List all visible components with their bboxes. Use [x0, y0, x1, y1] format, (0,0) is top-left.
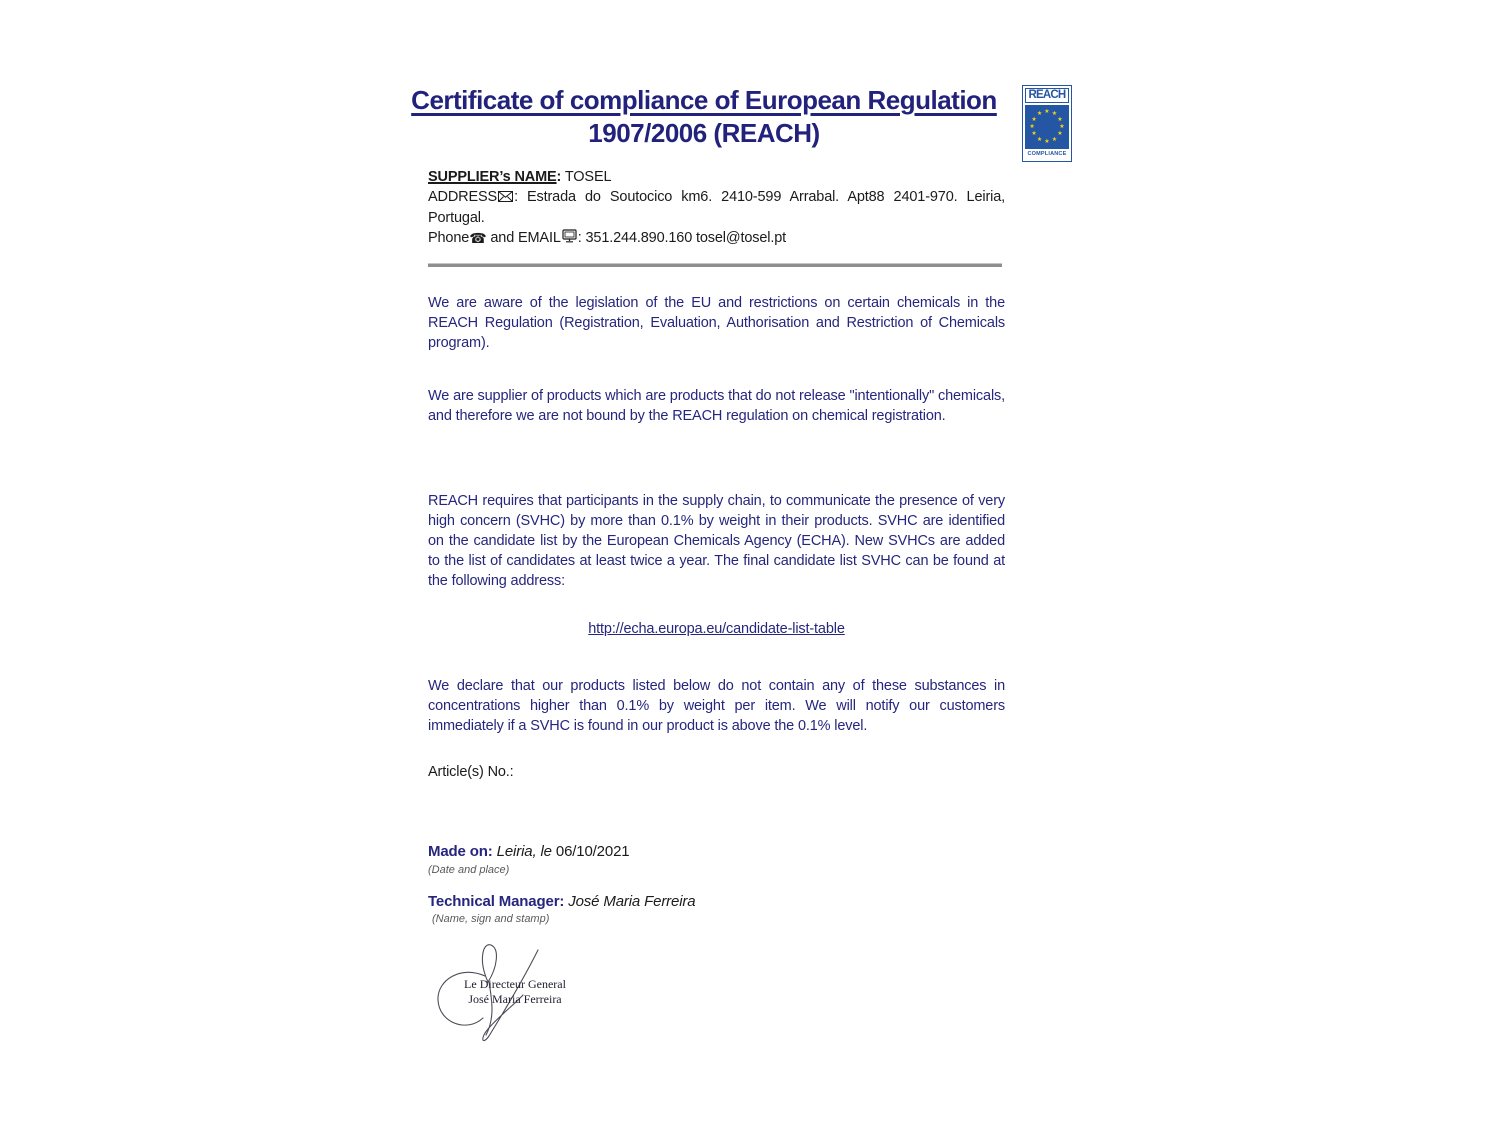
technical-manager-name: José Maria Ferreira: [564, 893, 696, 910]
eu-star-icon: ★: [1031, 130, 1037, 138]
candidate-list-link[interactable]: http://echa.europa.eu/candidate-list-table: [588, 621, 845, 637]
address-label: ADDRESS: [428, 189, 498, 205]
supplier-address-line: [428, 187, 1005, 228]
phone-label: Phone: [428, 230, 470, 246]
stamp-text: [455, 977, 575, 1007]
eu-star-icon: ★: [1029, 123, 1035, 130]
email-conj: and EMAIL: [486, 230, 561, 246]
supplier-contact-line: [428, 228, 1005, 249]
supplier-name-colon: :: [556, 169, 562, 185]
eu-star-icon: ★: [1051, 135, 1058, 143]
phone-icon: ☎: [469, 231, 487, 247]
certificate-title: [411, 84, 997, 150]
supplier-name-line: [428, 167, 1005, 187]
made-on-label: Made on:: [428, 843, 493, 860]
horizontal-divider: [428, 263, 1002, 267]
paragraph-declaration: We declare that our products listed below do not contain any of these substances in concentrations higher than 0.1% by weight per item. We will notify our customers immediately if a SVHC is found in our product is above the 0.1% level.: [428, 678, 1005, 734]
articles-number-label: Article(s) No.:: [428, 764, 514, 780]
technical-manager-line: [428, 893, 695, 910]
computer-icon: [562, 229, 577, 249]
paragraph-supplier-statement: We are supplier of products which are products that do not release "intentionally" chemicals, and therefore we are not bound by the REACH regulation on chemical registration.: [428, 388, 1005, 424]
stamp-name: José Maria Ferreira: [468, 992, 562, 1006]
supplier-name-label: SUPPLIER’s NAME: [428, 169, 557, 185]
eu-star-icon: ★: [1059, 123, 1065, 130]
eu-stars-circle: [1025, 105, 1069, 149]
name-sign-stamp-note: (Name, sign and stamp): [432, 913, 550, 925]
reach-compliance-logo: [1022, 85, 1072, 162]
supplier-name-value: TOSEL: [561, 169, 612, 185]
address-value: : Estrada do Soutocico km6. 2410-599 Arrabal. Apt88 2401-970. Leiria, Portugal.: [428, 189, 1005, 226]
supplier-block: [428, 167, 1005, 249]
stamp-title: Le Directeur General: [464, 977, 566, 991]
title-line-1: Certificate of compliance of European Regulation: [411, 85, 997, 115]
envelope-icon: [498, 188, 513, 208]
made-on-date: 06/10/2021: [555, 843, 630, 860]
eu-star-icon: ★: [1057, 115, 1063, 123]
reach-logo-wordmark: REACH: [1025, 88, 1069, 103]
contact-value: : 351.244.890.160 tosel@tosel.pt: [577, 230, 786, 246]
eu-star-icon: ★: [1057, 130, 1063, 138]
paragraph-svhc-requirements: REACH requires that participants in the supply chain, to communicate the presence of very high concern (SVHC) by more than 0.1% by weight in their products. SVHC are identified on the candidate list by the European Chemicals Agency (ECHA). New SVHCs are added to the list of candidates at least twice a year. The final candidate list SVHC can be found at the following address:: [428, 493, 1005, 589]
reach-logo-compliance-label: COMPLIANCE: [1027, 151, 1067, 157]
eu-star-icon: ★: [1036, 110, 1043, 118]
eu-star-icon: ★: [1051, 110, 1058, 118]
eu-star-icon: ★: [1044, 137, 1050, 145]
technical-manager-label: Technical Manager:: [428, 893, 565, 910]
eu-star-icon: ★: [1031, 115, 1037, 123]
paragraph-reach-awareness: We are aware of the legislation of the EU and restrictions on certain chemicals in the REACH Regulation (Registration, Evaluation, Authorisation and Restriction of Chemicals program).: [428, 295, 1005, 351]
date-and-place-note: (Date and place): [428, 864, 510, 876]
candidate-list-link-row: [428, 620, 1005, 638]
title-line-2: 1907/2006 (REACH): [588, 118, 820, 148]
made-on-line: [428, 843, 629, 860]
eu-star-icon: ★: [1044, 108, 1050, 116]
made-on-place: Leiria, le: [492, 843, 556, 860]
eu-star-icon: ★: [1036, 135, 1043, 143]
